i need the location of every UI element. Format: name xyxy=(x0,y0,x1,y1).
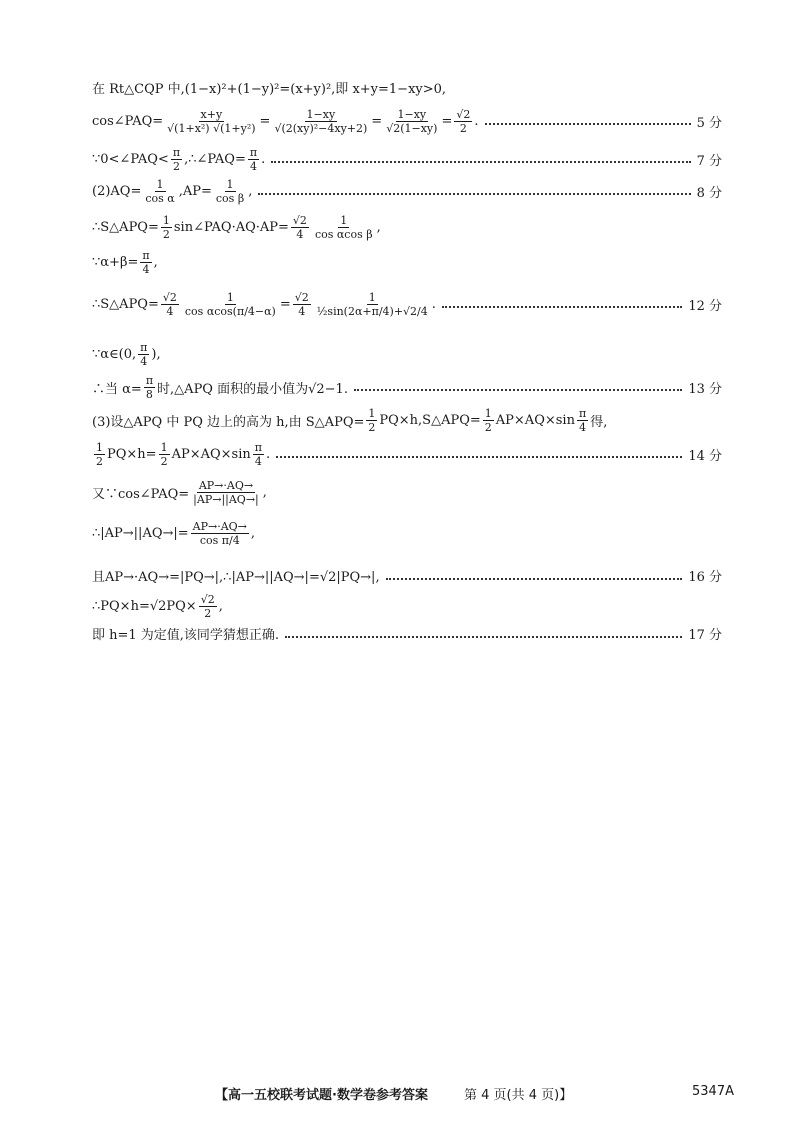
solution-line-7: ∴S△APQ= $\frac{√2}{4}$ $\frac{1}{\text{cos αcos(π/4−α)}}$ = $\frac{√2}{4}$ $\frac{1}{\text{½sin(2α+π/4)+√2/4}}$ . 12 分 xyxy=(92,290,722,318)
score: 7 分 xyxy=(696,153,722,169)
fraction: $\frac{√2}{2}$ xyxy=(200,592,215,620)
fraction: $\frac{1}{2}$ xyxy=(368,406,376,434)
footer-title: 【高一五校联考试题·数学卷参考答案 xyxy=(215,1088,428,1103)
score: 13 分 xyxy=(688,381,722,397)
fraction: $\frac{1}{2}$ xyxy=(160,440,168,468)
fraction: $\frac{√2}{4}$ xyxy=(292,213,307,241)
fraction: $\frac{1-xy}{\text{√(2(xy)²−4xy+2)}}$ xyxy=(274,107,368,135)
fraction: $\frac{\pi}{4}$ xyxy=(142,248,150,276)
dot-leader xyxy=(485,123,691,125)
fraction: $\frac{1}{2}$ xyxy=(484,406,492,434)
fraction: $\frac{\pi}{4}$ xyxy=(249,145,258,173)
fraction: $\frac{\pi}{2}$ xyxy=(172,145,181,173)
fraction: $\frac{1-xy}{√2(1-xy)}$ xyxy=(386,107,438,135)
fraction: $\frac{1}{\text{½sin(2α+π/4)+√2/4}}$ xyxy=(316,290,428,318)
solution-line-1 xyxy=(92,78,722,97)
footer-code: 5347A xyxy=(692,1084,734,1099)
line-prefix: cos∠PAQ= xyxy=(92,113,164,129)
solution-line-10: (3)设△APQ 中 PQ 边上的高为 h,由 S△APQ= $\frac{1}{2}$ PQ×h,S△APQ= $\frac{1}{2}$ AP×AQ×sin $\frac{\pi}{4}$ 得, xyxy=(92,406,608,434)
dot-leader xyxy=(386,578,683,580)
score: 17 分 xyxy=(688,628,722,643)
solution-line-11: $\frac{1}{2}$ PQ×h= $\frac{1}{2}$ AP×AQ×sin $\frac{\pi}{4}$ . 14 分 xyxy=(96,440,722,468)
fraction: $\frac{\pi}{4}$ xyxy=(254,440,262,468)
fraction: $\frac{\pi}{4}$ xyxy=(578,406,587,434)
solution-line-16: 即 h=1 为定值,该同学猜想正确. 17 分 xyxy=(92,624,722,643)
fraction: $\frac{AP\to\cdot AQ\to}{|AP\to||AQ\to|}$ xyxy=(193,478,259,506)
dot-leader xyxy=(271,161,690,163)
solution-line-2: cos∠PAQ= $\frac{x+y}{\text{√(1+x²) √(1+y²)}}$ = $\frac{1-xy}{\text{√(2(xy)²−4xy+2)}}$ = $\frac{1-xy}{√2(1-xy)}$ = $\frac{√2}{2}$ . 5 分 xyxy=(92,107,722,135)
fraction: $\frac{√2}{2}$ xyxy=(456,107,471,135)
footer-page-number: 第 4 页(共 4 页)】 xyxy=(464,1088,573,1103)
solution-line-15: ∴PQ×h=√2PQ× $\frac{√2}{2}$ , xyxy=(92,592,223,620)
score: 5 分 xyxy=(696,115,722,131)
fraction: $\frac{x+y}{\text{√(1+x²) √(1+y²)}}$ xyxy=(167,107,256,135)
dot-leader xyxy=(258,193,690,195)
fraction: $\frac{AP\to\cdot AQ\to}{\text{cos π/4}}$ xyxy=(192,519,247,547)
fraction: $\frac{\pi}{4}$ xyxy=(140,340,148,368)
solution-line-9: ∴当 α= $\frac{\pi}{8}$ 时,△APQ 面积的最小值为√2−1. 13 分 xyxy=(92,373,722,401)
solution-line-13: ∴|AP→||AQ→|= $\frac{AP\to\cdot AQ\to}{\text{cos π/4}}$ , xyxy=(92,519,256,547)
solution-line-4: (2)AQ= $\frac{1}{\text{cos α}}$ ,AP= $\frac{1}{\text{cos β}}$ , 8 分 xyxy=(92,177,722,205)
solution-line-14: 且AP→·AQ→=|PQ→|,∴|AP→||AQ→|=√2|PQ→|, 16 分 xyxy=(92,566,722,585)
fraction: $\frac{1}{2}$ xyxy=(96,440,103,468)
fraction: $\frac{1}{2}$ xyxy=(162,213,170,241)
solution-line-8: ∵α∈(0, $\frac{\pi}{4}$ ), xyxy=(92,340,161,368)
fraction: $\frac{\pi}{8}$ xyxy=(145,373,154,401)
solution-line-6: ∵α+β= $\frac{\pi}{4}$ , xyxy=(92,248,158,276)
fraction: $\frac{1}{\text{cos αcos(π/4−α)}}$ xyxy=(184,290,276,318)
dot-leader xyxy=(276,456,682,458)
line-text: 在 Rt△CQP 中,(1−x)²+(1−y)²=(x+y)²,即 x+y=1−xy>0, xyxy=(92,82,447,97)
solution-line-12: 又∵cos∠PAQ= $\frac{AP\to\cdot AQ\to}{|AP\to||AQ\to|}$ , xyxy=(92,478,267,506)
dot-leader xyxy=(354,389,682,391)
dot-leader xyxy=(285,636,682,638)
score: 14 分 xyxy=(688,448,722,464)
fraction: $\frac{1}{\text{cos β}}$ xyxy=(215,177,245,205)
score: 16 分 xyxy=(688,570,722,585)
solution-line-5: ∴S△APQ= $\frac{1}{2}$ sin∠PAQ·AQ·AP= $\frac{√2}{4}$ $\frac{1}{\text{cos αcos β}}$ , xyxy=(92,213,381,241)
solution-line-3: ∵0<∠PAQ< $\frac{\pi}{2}$ ,∴∠PAQ= $\frac{\pi}{4}$ . 7 分 xyxy=(92,145,722,173)
score: 12 分 xyxy=(688,298,722,314)
fraction: $\frac{√2}{4}$ xyxy=(162,290,177,318)
fraction: $\frac{1}{\text{cos αcos β}}$ xyxy=(314,213,373,241)
fraction: $\frac{√2}{4}$ xyxy=(294,290,309,318)
dot-leader xyxy=(442,306,682,308)
fraction: $\frac{1}{\text{cos α}}$ xyxy=(145,177,175,205)
score: 8 分 xyxy=(696,185,722,201)
